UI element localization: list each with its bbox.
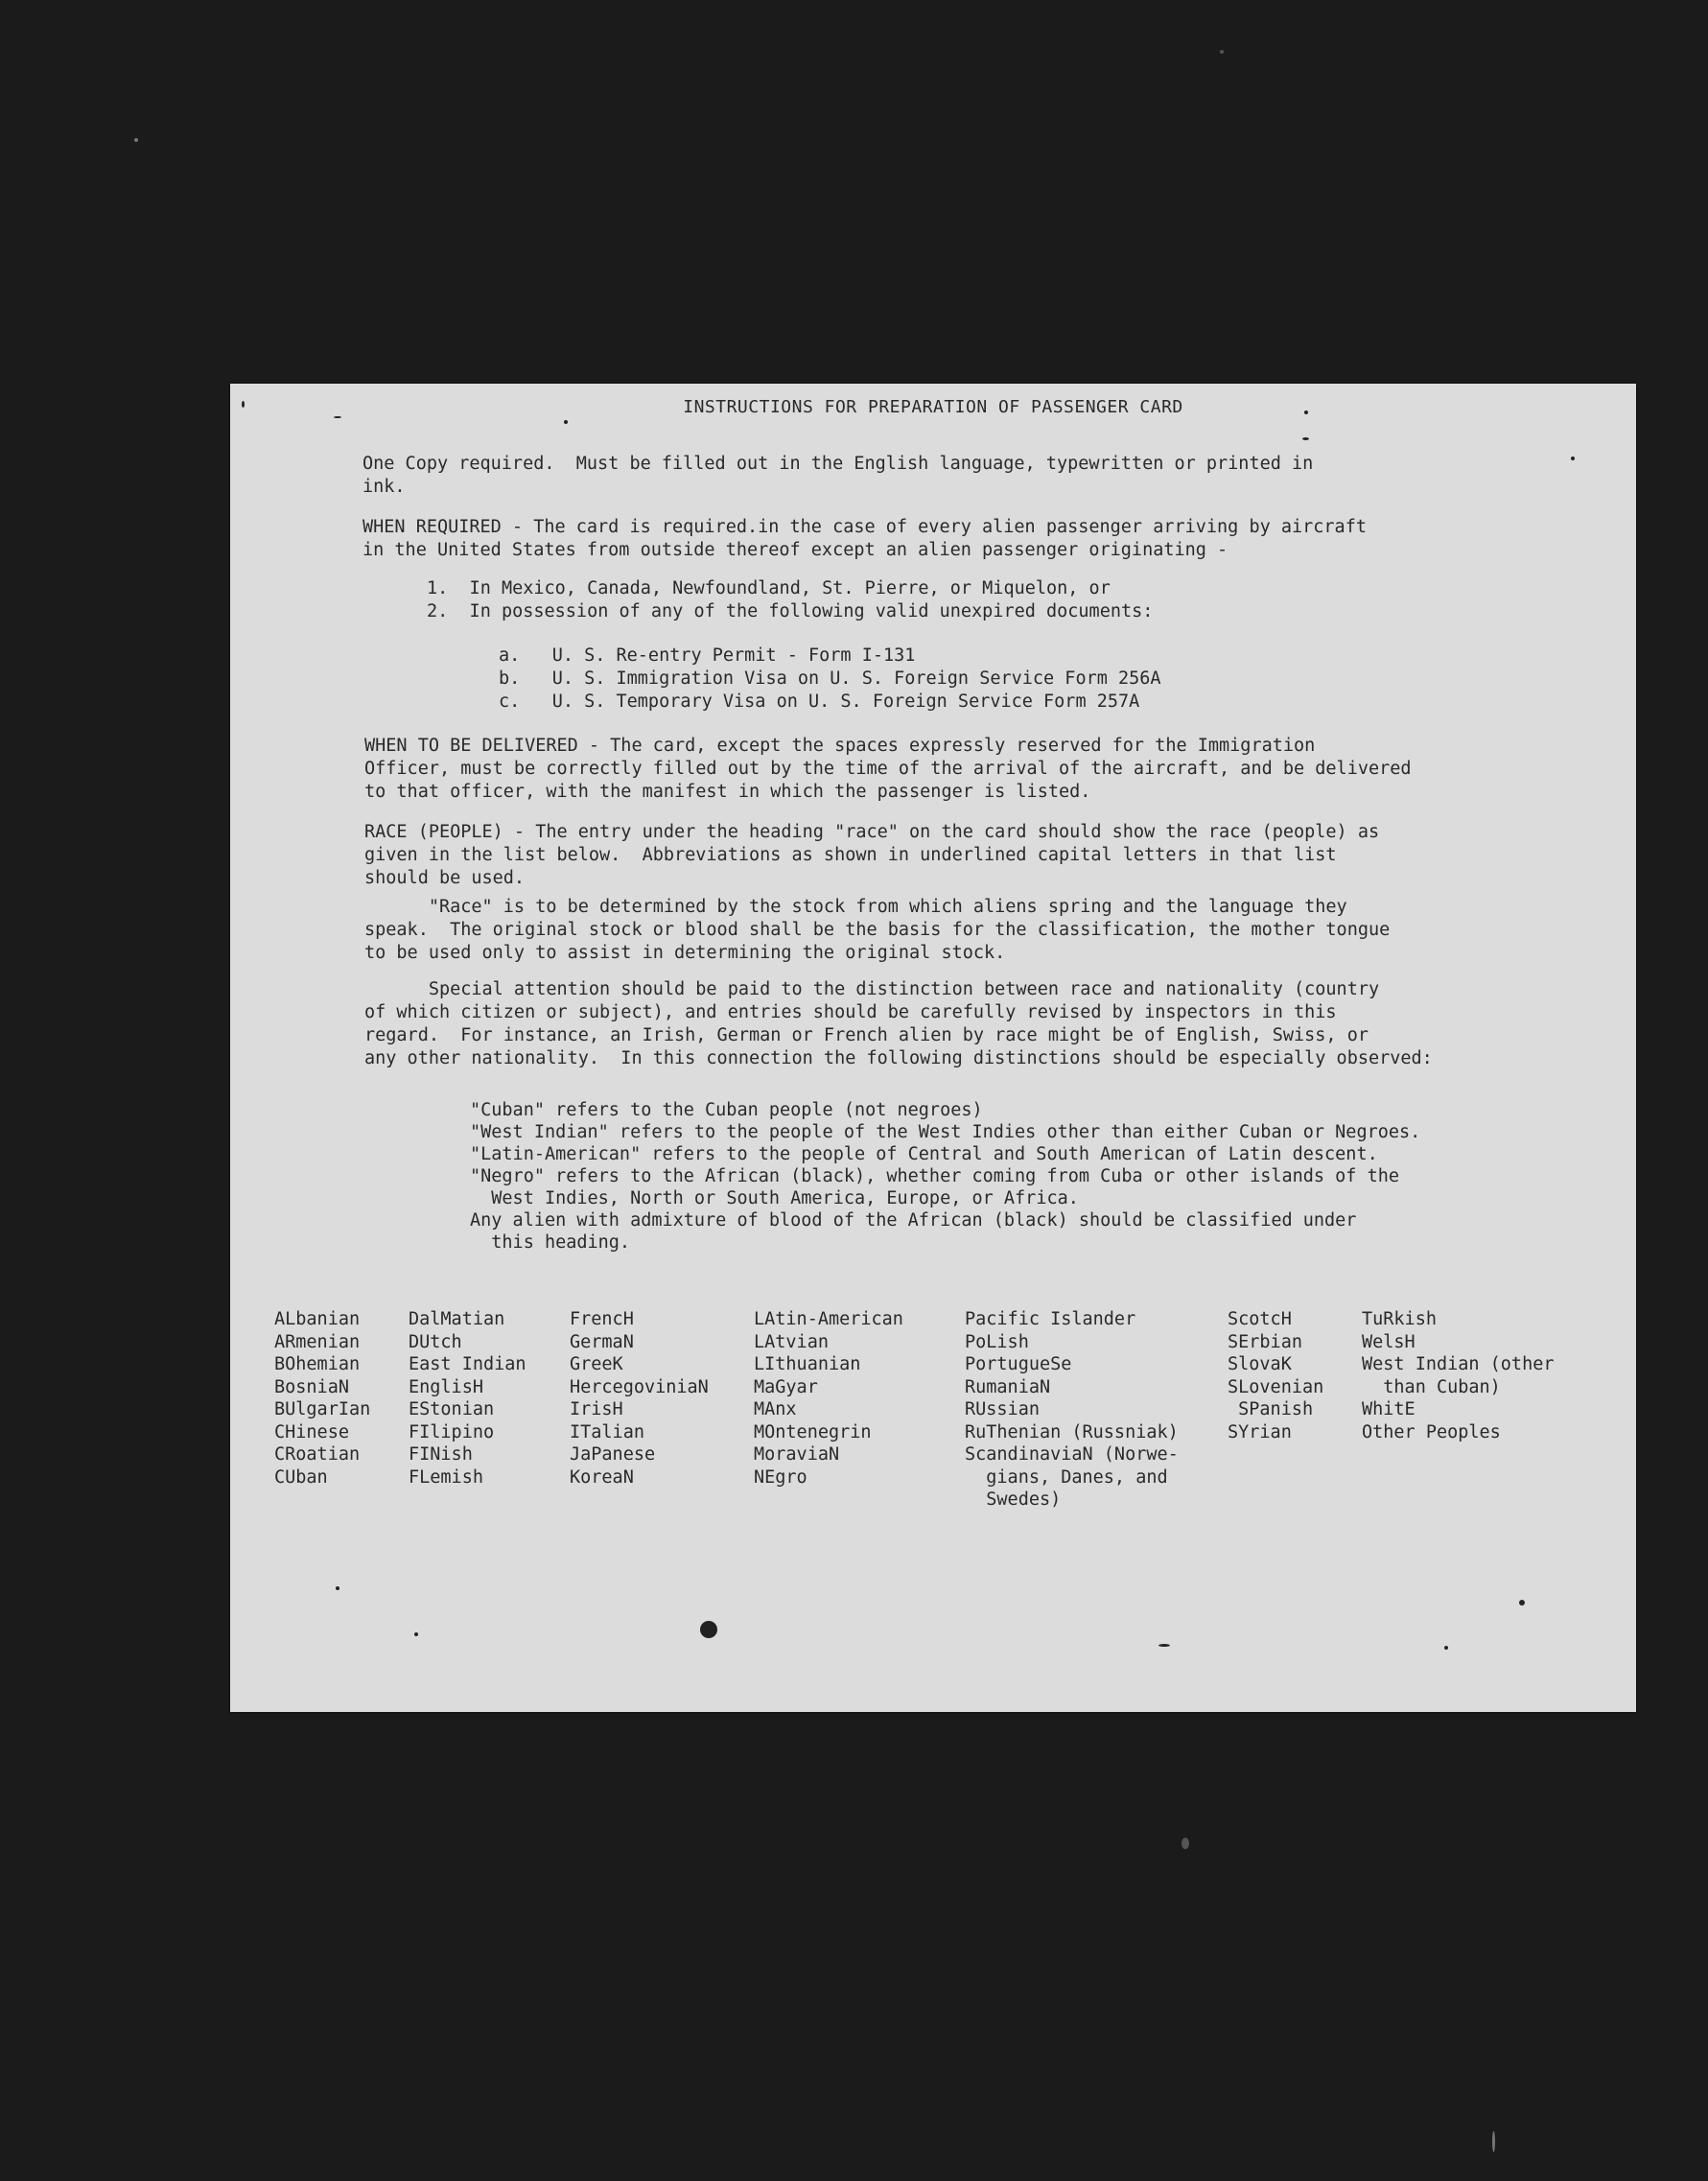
scan-speck <box>564 420 568 424</box>
race-column-5 <box>965 1308 1179 1512</box>
race-entry: Swedes) <box>965 1489 1062 1510</box>
scan-speck <box>414 1632 418 1636</box>
scan-speck <box>242 401 245 408</box>
race-entry: ITalian <box>570 1421 644 1442</box>
when-required-paragraph: WHEN REQUIRED - The card is required.in the case of every alien passenger arriving by aircraft in the United States from outside thereof except an alien passenger originating - <box>363 517 1367 560</box>
scan-speck <box>700 1621 717 1638</box>
race-entry: ScotcH <box>1228 1309 1292 1329</box>
race-entry: WhitE <box>1362 1399 1416 1419</box>
scan-speck <box>336 1586 339 1590</box>
race-entry: SPanish <box>1228 1399 1314 1419</box>
race-entry: TuRkish <box>1362 1309 1437 1329</box>
race-entry: SYrian <box>1228 1421 1292 1442</box>
scan-speck <box>1571 457 1575 460</box>
race-entry: gians, Danes, and <box>965 1466 1168 1488</box>
race-entry: NEgro <box>754 1466 807 1488</box>
race-entry: East Indian <box>409 1354 526 1374</box>
race-entry: MOntenegrin <box>754 1421 872 1442</box>
scan-speck <box>334 416 341 418</box>
race-column-7 <box>1362 1308 1554 1443</box>
race-column-2 <box>409 1308 526 1489</box>
race-entry: SLovenian <box>1228 1376 1324 1397</box>
race-entry: FLemish <box>409 1466 483 1488</box>
race-entry: ARmenian <box>274 1331 361 1352</box>
numbered-conditions: 1. In Mexico, Canada, Newfoundland, St. Pierre, or Miquelon, or 2. In possession of any of the following valid unexpired documents: <box>427 578 1154 621</box>
race-entry: EStonian <box>409 1399 495 1419</box>
document-title: INSTRUCTIONS FOR PREPARATION OF PASSENGER CARD <box>683 397 1183 417</box>
race-entry: DalMatian <box>409 1309 505 1329</box>
scan-speck <box>1302 437 1309 440</box>
race-entry: MoraviaN <box>754 1444 840 1465</box>
race-entry: LIthuanian <box>754 1354 861 1374</box>
distinctions-list: "Cuban" refers to the Cuban people (not negroes) "West Indian" refers to the people of the West Indies other than either Cuban or Negroes. "Latin-American" refers to the people of Central and South American of Latin descent. "Negro" refers to the African (black), whether coming from Cuba or other islands of the West Indies, North or South America, Europe, or Africa. Any alien with admixture of blood of the African (black) should be classified under this heading. <box>470 1100 1421 1253</box>
scan-speck <box>134 138 138 142</box>
race-entry: West Indian (other <box>1362 1354 1555 1374</box>
race-entry: CUban <box>274 1466 328 1488</box>
intro-paragraph: One Copy required. Must be filled out in the English language, typewritten or printed in ink. <box>363 454 1314 497</box>
race-entry: GermaN <box>570 1331 634 1352</box>
race-definition-paragraph: "Race" is to be determined by the stock from which aliens spring and the language they speak. The original stock or blood shall be the basis for the classification, the mother tongue to be used only to assist in determining the original stock. <box>364 897 1391 963</box>
document-list: a. U. S. Re-entry Permit - Form I-131 b. U. S. Immigration Visa on U. S. Foreign Service Form 256A c. U. S. Temporary Visa on U. S. Foreign Service Form 257A <box>499 645 1161 712</box>
race-entry: LAtin-American <box>754 1309 903 1329</box>
race-entry: WelsH <box>1362 1331 1416 1352</box>
race-entry: ScandinaviaN (Norwe- <box>965 1444 1179 1465</box>
passenger-card-instructions <box>230 384 1636 1712</box>
race-column-4 <box>754 1308 903 1489</box>
race-entry: ALbanian <box>274 1309 361 1329</box>
race-entry: DUtch <box>409 1331 462 1352</box>
scan-speck <box>1220 50 1224 54</box>
race-entry: EnglisH <box>409 1376 483 1397</box>
race-entry: JaPanese <box>570 1444 656 1465</box>
scan-speck <box>1519 1600 1525 1606</box>
race-people-paragraph: RACE (PEOPLE) - The entry under the heading "race" on the card should show the race (people) as given in the list below. Abbreviations as shown in underlined capital letters in that list should be used. <box>364 822 1380 888</box>
race-entry: SErbian <box>1228 1331 1302 1352</box>
race-entry: LAtvian <box>754 1331 829 1352</box>
race-entry: FIlipino <box>409 1421 495 1442</box>
race-entry: IrisH <box>570 1399 623 1419</box>
race-entry: FrencH <box>570 1309 634 1329</box>
scan-speck <box>1492 2131 1495 2152</box>
scan-speck <box>1444 1646 1448 1650</box>
race-entry: PortugueSe <box>965 1354 1072 1374</box>
race-entry: MAnx <box>754 1399 797 1419</box>
race-entry: RUssian <box>965 1399 1040 1419</box>
scan-speck <box>1182 1838 1189 1849</box>
race-column-1 <box>274 1308 370 1489</box>
race-column-3 <box>570 1308 709 1489</box>
race-entry: KoreaN <box>570 1466 634 1488</box>
race-entry: CRoatian <box>274 1444 361 1465</box>
race-entry: Other Peoples <box>1362 1421 1501 1442</box>
race-entry: RumaniaN <box>965 1376 1051 1397</box>
race-column-6 <box>1228 1308 1323 1443</box>
race-entry: than Cuban) <box>1362 1376 1501 1397</box>
race-entry: CHinese <box>274 1421 349 1442</box>
race-entry: HercegoviniaN <box>570 1376 709 1397</box>
race-entry: BUlgarIan <box>274 1399 371 1419</box>
race-entry: SlovaK <box>1228 1354 1292 1374</box>
when-delivered-paragraph: WHEN TO BE DELIVERED - The card, except the spaces expressly reserved for the Immigration Officer, must be correctly filled out by the time of the arrival of the aircraft, and be delivered to that officer, with the manifest in which the passenger is listed. <box>364 736 1412 802</box>
race-entry: BosniaN <box>274 1376 349 1397</box>
race-entry: MaGyar <box>754 1376 818 1397</box>
race-entry: PoLish <box>965 1331 1029 1352</box>
race-entry: FINish <box>409 1444 473 1465</box>
race-entry: RuThenian (Russniak) <box>965 1421 1179 1442</box>
race-entry: BOhemian <box>274 1354 361 1374</box>
race-entry: Pacific Islander <box>965 1309 1136 1329</box>
race-entry: GreeK <box>570 1354 623 1374</box>
scan-speck <box>1304 410 1308 414</box>
scan-speck <box>1158 1644 1170 1647</box>
special-attention-paragraph: Special attention should be paid to the distinction between race and nationality (country of which citizen or subject), and entries should be carefully revised by inspectors in this regard. For instance, an Irish, German or French alien by race might be of English, Swiss, or any other nationality. In this connection the following distinctions should be especially observed: <box>364 979 1433 1068</box>
